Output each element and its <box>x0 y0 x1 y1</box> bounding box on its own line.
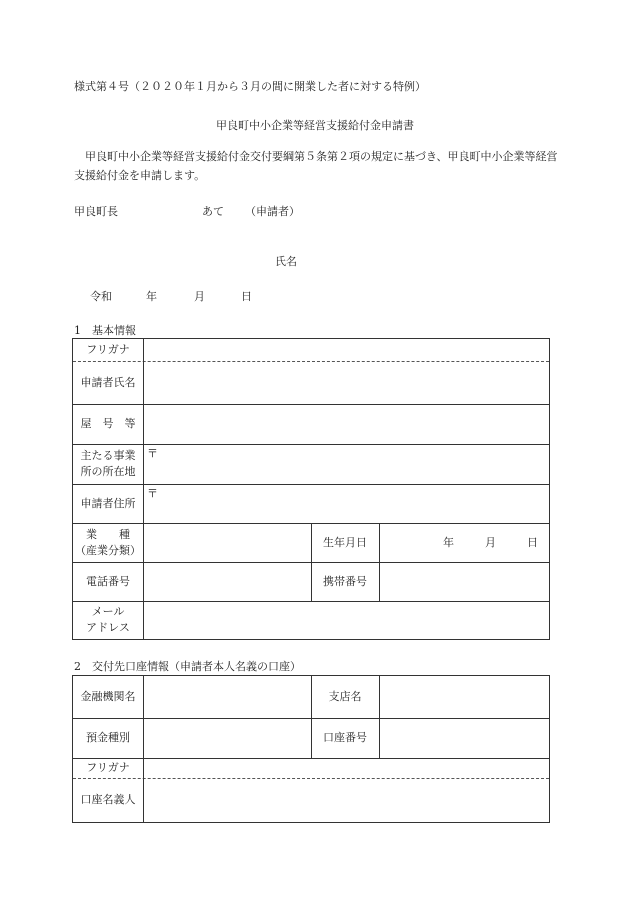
date-day: 日 <box>241 290 252 303</box>
account-number-input[interactable] <box>379 718 549 758</box>
account-holder-input[interactable] <box>143 778 549 822</box>
account-number-label: 口座番号 <box>323 731 367 744</box>
addressee-ate: あて <box>202 205 224 218</box>
body-text: 甲良町中小企業等経営支援給付金交付要綱第５条第２項の規定に基づき、甲良町中小企業等経営支援給付金を申請します。 <box>74 150 558 182</box>
name-label: 氏名 <box>275 255 297 268</box>
mobile-input[interactable] <box>379 562 549 601</box>
phone-label: 電話番号 <box>86 574 130 588</box>
furigana-label: フリガナ <box>86 343 130 356</box>
birth-month-label: 月 <box>485 536 496 549</box>
section2-heading: 2 交付先口座情報（申請者本人名義の口座） <box>74 660 301 673</box>
email-input[interactable] <box>143 601 549 639</box>
branch-name-input[interactable] <box>379 676 549 718</box>
birthdate-input[interactable] <box>379 523 549 562</box>
deposit-type-input[interactable] <box>143 718 311 758</box>
furigana-input[interactable] <box>143 339 549 361</box>
basic-info-table <box>72 338 550 640</box>
deposit-type-label: 預金種別 <box>86 731 130 744</box>
account-furigana-label: フリガナ <box>86 761 130 774</box>
industry-label: 業 種 （産業分類） <box>75 527 141 557</box>
account-furigana-input[interactable] <box>143 758 549 778</box>
date-year: 年 <box>146 290 157 303</box>
applicant-name-label: 申請者氏名 <box>80 375 136 389</box>
business-location-input[interactable] <box>143 444 549 484</box>
postal-mark: 〒 <box>147 447 158 460</box>
bank-name-label: 金融機関名 <box>80 690 136 703</box>
applicant-address-input[interactable] <box>143 484 549 523</box>
email-label: メール アドレス <box>86 605 130 634</box>
section1-heading: 1 基本情報 <box>74 324 136 337</box>
account-info-table <box>72 675 550 823</box>
industry-input[interactable] <box>143 523 311 562</box>
date-era: 令和 <box>90 290 112 303</box>
branch-name-label: 支店名 <box>328 690 362 703</box>
trade-name-label: 屋 号 等 <box>80 417 136 430</box>
birth-year-label: 年 <box>443 536 454 549</box>
business-location-label: 主たる事業 所の所在地 <box>80 449 136 478</box>
birthdate-label: 生年月日 <box>323 535 367 549</box>
postal-mark: 〒 <box>147 487 158 500</box>
form-title: 甲良町中小企業等経営支援給付金申請書 <box>216 119 414 132</box>
form-number: 様式第４号（２０２０年１月から３月の間に開業した者に対する特例） <box>74 80 426 93</box>
applicant-address-label: 申請者住所 <box>80 496 136 510</box>
birth-day-label: 日 <box>527 536 538 549</box>
date-month: 月 <box>194 290 205 303</box>
account-holder-label: 口座名義人 <box>80 793 136 806</box>
applicant-label: （申請者） <box>245 205 300 218</box>
addressee: 甲良町長 <box>74 205 118 218</box>
applicant-name-input[interactable] <box>143 361 549 404</box>
mobile-label: 携帯番号 <box>323 574 367 588</box>
bank-name-input[interactable] <box>143 676 311 718</box>
trade-name-input[interactable] <box>143 404 549 444</box>
phone-input[interactable] <box>143 562 311 601</box>
